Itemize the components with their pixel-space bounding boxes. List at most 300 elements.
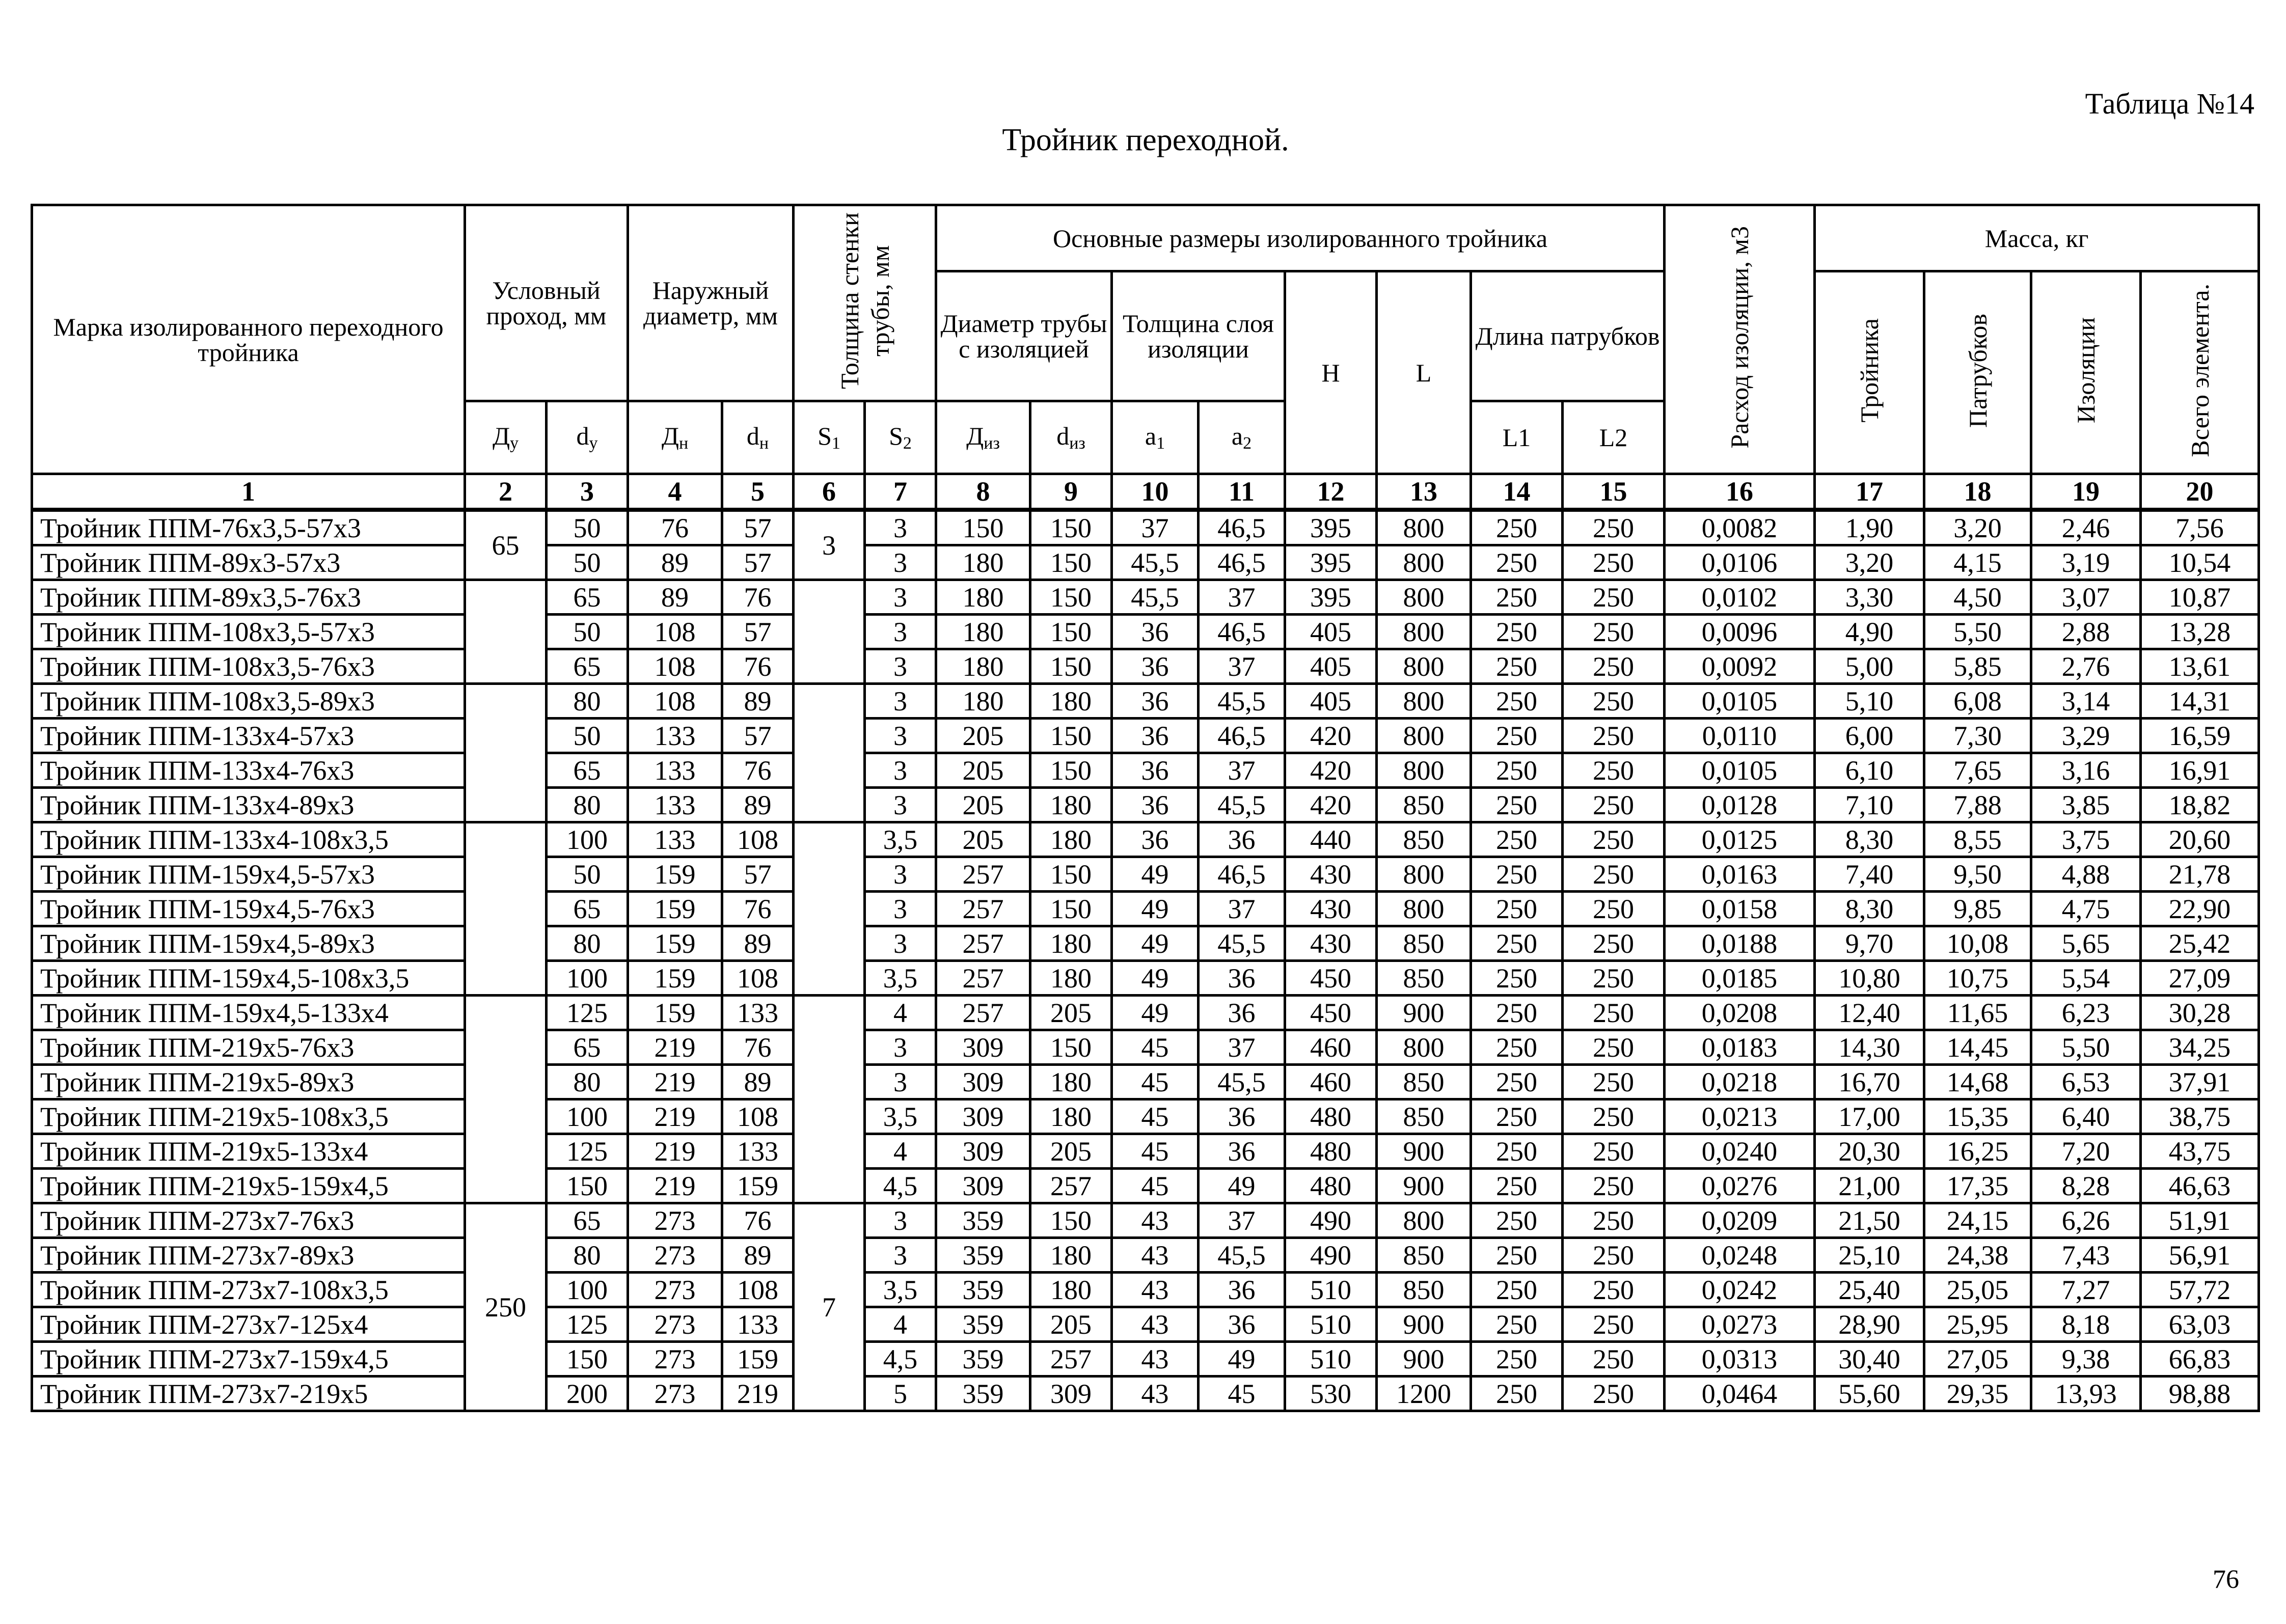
column-number: 7 [865,474,936,510]
table-cell: 108 [628,649,722,684]
table-cell: 76 [722,1203,794,1238]
table-cell: 16,70 [1815,1065,1924,1099]
table-cell: 180 [936,615,1030,649]
table-cell: 45 [1112,1065,1199,1099]
table-cell: 159 [628,926,722,961]
table-cell: 150 [1030,649,1112,684]
row-name-cell: Тройник ППМ-108х3,5-89х3 [32,684,465,719]
table-cell: 4,75 [2031,892,2141,926]
table-cell: 180 [936,684,1030,719]
table-cell: 205 [936,822,1030,857]
table-cell: 309 [936,1065,1030,1099]
table-cell: 800 [1377,1203,1471,1238]
table-cell: 36 [1199,961,1285,996]
row-name-cell: Тройник ППМ-76х3,5-57х3 [32,510,465,545]
header-insulation-thickness: Толщина слоя изоляции [1112,271,1285,401]
table-row [32,788,2259,822]
table-cell: 45 [1112,1169,1199,1203]
table-row [32,615,2259,649]
table-cell: 250 [1471,1065,1563,1099]
table-cell: 76 [722,649,794,684]
table-cell: 65 [547,753,628,788]
table-cell: 405 [1285,649,1377,684]
header-diz-main: $Д_{из}$ [936,401,1030,474]
table-cell: 36 [1112,753,1199,788]
table-cell: 6,40 [2031,1099,2141,1134]
header-dn-branch: $d_н$ [722,401,794,474]
table-cell: 46,5 [1199,510,1285,545]
table-cell: 250 [1471,545,1563,580]
table-cell: 6,00 [1815,719,1924,753]
table-cell: 850 [1377,1273,1471,1307]
table-cell: 180 [1030,961,1112,996]
table-cell: 46,63 [2141,1169,2259,1203]
table-cell: 4 [865,1307,936,1342]
table-cell: 0,0208 [1665,996,1815,1030]
column-number: 15 [1563,474,1665,510]
table-cell: 76 [628,510,722,545]
table-cell: 9,38 [2031,1342,2141,1377]
table-cell: 76 [722,753,794,788]
table-cell: 159 [628,857,722,892]
tee-spec-table [31,204,2260,1412]
table-cell: 3,75 [2031,822,2141,857]
table-cell [465,580,547,684]
table-cell: 76 [722,580,794,615]
row-name-cell: Тройник ППМ-108х3,5-76х3 [32,649,465,684]
table-cell: 0,0110 [1665,719,1815,753]
table-cell: 3,20 [1815,545,1924,580]
table-cell: 257 [936,892,1030,926]
table-cell: 30,28 [2141,996,2259,1030]
table-cell: 180 [1030,926,1112,961]
row-name-cell: Тройник ППМ-273х7-125х4 [32,1307,465,1342]
table-cell: 180 [1030,788,1112,822]
table-cell: 530 [1285,1377,1377,1411]
table-cell: 159 [722,1342,794,1377]
table-cell: 0,0240 [1665,1134,1815,1169]
row-name-cell: Тройник ППМ-159х4,5-89х3 [32,926,465,961]
table-cell: 29,35 [1924,1377,2031,1411]
table-cell: 45,5 [1112,580,1199,615]
table-row [32,892,2259,926]
header-l2: L2 [1563,401,1665,474]
table-cell: 3,5 [865,961,936,996]
table-cell: 159 [628,961,722,996]
table-cell: 250 [1563,1307,1665,1342]
header-mass: Масса, кг [1815,205,2259,271]
table-cell: 0,0102 [1665,580,1815,615]
column-number: 13 [1377,474,1471,510]
table-cell: 108 [722,1099,794,1134]
table-cell: 900 [1377,1342,1471,1377]
table-cell: 63,03 [2141,1307,2259,1342]
table-cell: 25,10 [1815,1238,1924,1273]
table-cell: 4 [865,1134,936,1169]
table-cell: 0,0183 [1665,1030,1815,1065]
table-cell: 65 [547,892,628,926]
table-row [32,926,2259,961]
table-cell: 0,0218 [1665,1065,1815,1099]
table-cell: 250 [1471,1307,1563,1342]
table-cell: 510 [1285,1307,1377,1342]
table-cell: 250 [1563,753,1665,788]
table-row [32,684,2259,719]
row-name-cell: Тройник ППМ-273х7-159х4,5 [32,1342,465,1377]
table-cell: 0,0128 [1665,788,1815,822]
table-cell: 14,68 [1924,1065,2031,1099]
header-h: H [1285,271,1377,474]
table-cell: 150 [1030,892,1112,926]
header-mass-branches: Патрубков [1924,271,2031,474]
table-cell: 0,0242 [1665,1273,1815,1307]
table-cell: 250 [1563,822,1665,857]
table-cell: 45 [1199,1377,1285,1411]
table-cell: 0,0125 [1665,822,1815,857]
table-cell: 36 [1112,649,1199,684]
row-name-cell: Тройник ППМ-273х7-89х3 [32,1238,465,1273]
table-cell: 36 [1112,719,1199,753]
column-number: 20 [2141,474,2259,510]
header-dy-main: $Д_у$ [465,401,547,474]
table-cell: 800 [1377,615,1471,649]
table-cell: 273 [628,1307,722,1342]
table-cell: 257 [936,926,1030,961]
table-cell: 21,00 [1815,1169,1924,1203]
table-cell [465,822,547,996]
table-cell: 49 [1199,1342,1285,1377]
table-cell: 46,5 [1199,857,1285,892]
table-cell: 9,70 [1815,926,1924,961]
column-number: 3 [547,474,628,510]
table-cell: 3 [865,649,936,684]
table-cell: 76 [722,892,794,926]
table-cell: 45 [1112,1030,1199,1065]
table-cell: 80 [547,1065,628,1099]
table-cell: 12,40 [1815,996,1924,1030]
table-cell: 250 [1471,1099,1563,1134]
table-cell: 9,85 [1924,892,2031,926]
table-cell: 3 [865,1238,936,1273]
header-mass-tee: Тройника [1815,271,1924,474]
header-outer-diameter: Наружный диаметр, мм [628,205,794,401]
column-number: 1 [32,474,465,510]
row-name-cell: Тройник ППМ-159х4,5-108х3,5 [32,961,465,996]
table-cell: 30,40 [1815,1342,1924,1377]
table-cell: 257 [1030,1342,1112,1377]
table-cell: 57 [722,719,794,753]
table-cell: 50 [547,510,628,545]
table-cell: 250 [1471,926,1563,961]
table-cell: 3 [865,510,936,545]
table-cell: 257 [936,857,1030,892]
table-cell: 480 [1285,1169,1377,1203]
table-cell: 89 [628,580,722,615]
table-cell: 405 [1285,684,1377,719]
table-cell: 1,90 [1815,510,1924,545]
table-cell: 89 [722,926,794,961]
row-name-cell: Тройник ППМ-273х7-219х5 [32,1377,465,1411]
table-cell: 65 [547,1203,628,1238]
table-cell: 219 [628,1169,722,1203]
table-cell: 850 [1377,788,1471,822]
table-cell: 250 [1563,1203,1665,1238]
header-pipe-diameter-insulated: Диаметр трубы с изоляцией [936,271,1112,401]
table-cell: 250 [1471,684,1563,719]
table-cell: 900 [1377,1169,1471,1203]
table-cell: 440 [1285,822,1377,857]
table-cell: 159 [628,996,722,1030]
table-cell: 50 [547,545,628,580]
table-cell: 395 [1285,580,1377,615]
table-cell: 205 [1030,1307,1112,1342]
header-a1: $a_1$ [1112,401,1199,474]
row-name-cell: Тройник ППМ-159х4,5-76х3 [32,892,465,926]
table-cell: 50 [547,615,628,649]
table-row [32,961,2259,996]
table-row [32,1273,2259,1307]
row-name-cell: Тройник ППМ-89х3-57х3 [32,545,465,580]
table-cell: 36 [1199,822,1285,857]
table-cell: 510 [1285,1273,1377,1307]
table-cell: 900 [1377,996,1471,1030]
table-cell: 5,54 [2031,961,2141,996]
table-cell: 133 [722,1307,794,1342]
table-cell: 125 [547,1134,628,1169]
table-cell: 3 [865,545,936,580]
table-cell: 13,93 [2031,1377,2141,1411]
table-cell: 80 [547,1238,628,1273]
table-cell: 250 [1563,545,1665,580]
table-cell: 3 [865,1065,936,1099]
table-cell: 25,40 [1815,1273,1924,1307]
table-cell: 309 [1030,1377,1112,1411]
table-cell: 460 [1285,1065,1377,1099]
table-cell: 8,30 [1815,822,1924,857]
table-cell: 0,0185 [1665,961,1815,996]
table-cell: 510 [1285,1342,1377,1377]
table-cell: 250 [1471,996,1563,1030]
table-cell: 3,5 [865,822,936,857]
table-cell: 4,50 [1924,580,2031,615]
table-cell: 0,0163 [1665,857,1815,892]
column-number: 2 [465,474,547,510]
header-wall-thickness: Толщина стенки трубы, мм [794,205,936,401]
row-name-cell: Тройник ППМ-159х4,5-57х3 [32,857,465,892]
table-cell: 36 [1112,615,1199,649]
table-cell: 250 [1471,961,1563,996]
row-name-cell: Тройник ППМ-273х7-108х3,5 [32,1273,465,1307]
table-row [32,649,2259,684]
header-a2: $a_2$ [1199,401,1285,474]
table-cell: 3,30 [1815,580,1924,615]
table-cell: 150 [936,510,1030,545]
table-cell: 180 [1030,1099,1112,1134]
row-name-cell: Тройник ППМ-219х5-76х3 [32,1030,465,1065]
table-cell: 20,30 [1815,1134,1924,1169]
table-cell: 49 [1112,996,1199,1030]
table-row [32,1134,2259,1169]
table-cell: 3 [865,684,936,719]
table-cell: 6,26 [2031,1203,2141,1238]
row-name-cell: Тройник ППМ-133х4-57х3 [32,719,465,753]
table-cell [794,822,865,996]
table-cell: 3 [865,580,936,615]
table-cell: 10,87 [2141,580,2259,615]
table-cell: 17,00 [1815,1099,1924,1134]
table-cell: 3,5 [865,1099,936,1134]
table-row [32,1065,2259,1099]
table-cell: 250 [1471,1169,1563,1203]
table-cell: 150 [1030,753,1112,788]
table-cell: 50 [547,857,628,892]
table-cell: 133 [628,822,722,857]
table-cell: 5,50 [1924,615,2031,649]
table-row [32,996,2259,1030]
table-cell: 108 [628,684,722,719]
table-cell: 4,5 [865,1342,936,1377]
table-cell: 16,91 [2141,753,2259,788]
table-cell: 250 [1471,1030,1563,1065]
table-cell: 480 [1285,1134,1377,1169]
row-name-cell: Тройник ППМ-133х4-108х3,5 [32,822,465,857]
table-cell: 3,19 [2031,545,2141,580]
table-cell [465,996,547,1203]
table-cell: 15,35 [1924,1099,2031,1134]
table-cell: 24,38 [1924,1238,2031,1273]
table-row [32,545,2259,580]
table-cell: 21,50 [1815,1203,1924,1238]
row-name-cell: Тройник ППМ-219х5-133х4 [32,1134,465,1169]
table-cell: 3,14 [2031,684,2141,719]
table-cell: 89 [628,545,722,580]
table-cell: 0,0464 [1665,1377,1815,1411]
table-cell: 37,91 [2141,1065,2259,1099]
table-cell: 430 [1285,926,1377,961]
table-cell: 0,0082 [1665,510,1815,545]
table-cell: 36 [1112,684,1199,719]
table-cell: 250 [1471,1134,1563,1169]
table-cell: 0,0092 [1665,649,1815,684]
table-cell: 108 [722,822,794,857]
table-cell: 490 [1285,1238,1377,1273]
table-cell: 250 [1471,649,1563,684]
table-cell: 0,0106 [1665,545,1815,580]
table-cell: 43 [1112,1203,1199,1238]
table-cell: 36 [1199,1099,1285,1134]
table-cell: 46,5 [1199,545,1285,580]
table-cell: 180 [1030,1065,1112,1099]
header-mark: Марка изолированного переходного тройника [32,205,465,474]
table-cell: 180 [1030,1238,1112,1273]
table-cell: 250 [1471,510,1563,545]
header-s2: $S_2$ [865,401,936,474]
table-cell: 257 [936,961,1030,996]
table-cell: 16,25 [1924,1134,2031,1169]
table-cell: 5,50 [2031,1030,2141,1065]
table-cell: 250 [1471,857,1563,892]
table-cell: 205 [1030,1134,1112,1169]
table-cell: 7,56 [2141,510,2259,545]
table-cell: 250 [1471,1377,1563,1411]
table-row [32,1169,2259,1203]
table-cell: 7,65 [1924,753,2031,788]
table-cell: 7,88 [1924,788,2031,822]
table-cell: 9,50 [1924,857,2031,892]
table-cell: 45 [1112,1134,1199,1169]
table-cell [794,684,865,822]
table-cell: 800 [1377,649,1471,684]
table-cell: 359 [936,1238,1030,1273]
table-cell: 100 [547,1099,628,1134]
table-cell: 10,08 [1924,926,2031,961]
table-cell: 250 [1471,1273,1563,1307]
column-number: 9 [1030,474,1112,510]
table-cell: 2,46 [2031,510,2141,545]
column-number: 6 [794,474,865,510]
table-cell: 13,61 [2141,649,2259,684]
table-cell: 11,65 [1924,996,2031,1030]
table-cell: 3,85 [2031,788,2141,822]
table-row [32,753,2259,788]
table-cell: 219 [628,1134,722,1169]
table-cell: 37 [1199,649,1285,684]
table-cell: 850 [1377,926,1471,961]
table-cell: 57,72 [2141,1273,2259,1307]
table-cell: 159 [722,1169,794,1203]
table-cell: 273 [628,1203,722,1238]
row-name-cell: Тройник ППМ-273х7-76х3 [32,1203,465,1238]
table-cell: 46,5 [1199,615,1285,649]
table-cell [465,684,547,822]
table-cell: 800 [1377,753,1471,788]
table-cell: 850 [1377,1065,1471,1099]
row-name-cell: Тройник ППМ-108х3,5-57х3 [32,615,465,649]
table-cell: 8,30 [1815,892,1924,926]
header-dy-branch: $d_у$ [547,401,628,474]
table-cell: 2,88 [2031,615,2141,649]
table-cell: 89 [722,1065,794,1099]
row-name-cell: Тройник ППМ-219х5-108х3,5 [32,1099,465,1134]
table-cell: 180 [1030,1273,1112,1307]
table-cell: 14,45 [1924,1030,2031,1065]
table-cell: 430 [1285,857,1377,892]
table-cell: 7,43 [2031,1238,2141,1273]
table-cell: 45,5 [1199,926,1285,961]
column-number: 16 [1665,474,1815,510]
header-main-dimensions: Основные размеры изолированного тройника [936,205,1665,271]
table-cell: 250 [1563,1169,1665,1203]
table-cell: 89 [722,1238,794,1273]
table-cell: 480 [1285,1099,1377,1134]
page-number: 76 [2213,1565,2239,1594]
table-row [32,719,2259,753]
table-row [32,1203,2259,1238]
table-row [32,1238,2259,1273]
table-cell: 7,20 [2031,1134,2141,1169]
table-cell: 430 [1285,892,1377,926]
table-cell: 1200 [1377,1377,1471,1411]
table-cell: 250 [1563,961,1665,996]
table-cell: 6,53 [2031,1065,2141,1099]
table-cell: 3 [865,788,936,822]
table-cell [794,996,865,1203]
table-cell: 250 [1563,1342,1665,1377]
table-cell: 98,88 [2141,1377,2259,1411]
table-cell: 180 [1030,684,1112,719]
table-cell: 43 [1112,1342,1199,1377]
table-cell: 850 [1377,822,1471,857]
